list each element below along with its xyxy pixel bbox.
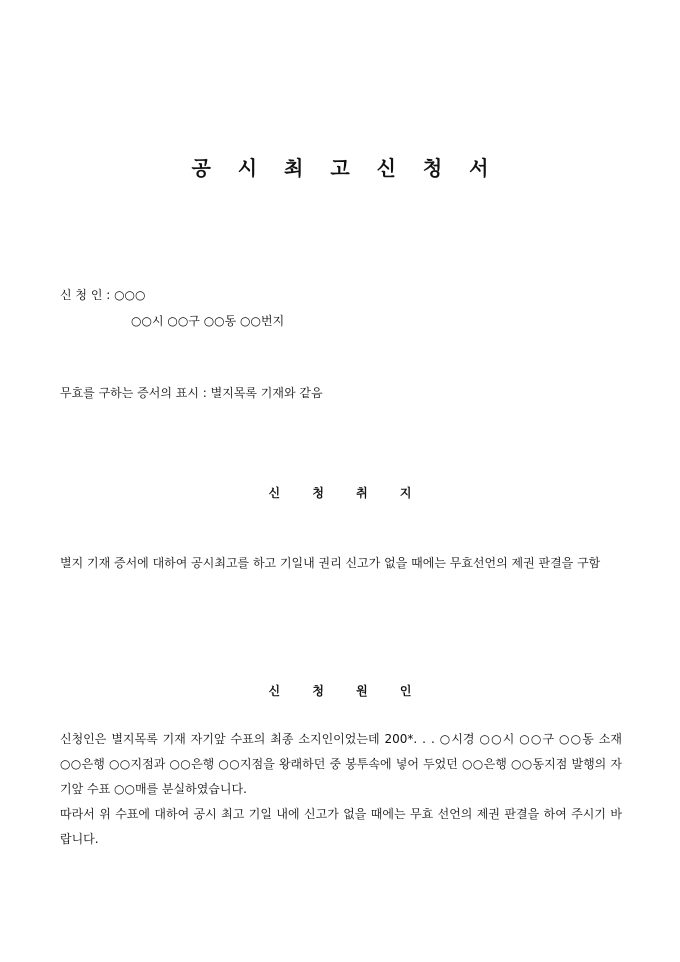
cause-paragraph xyxy=(60,727,622,852)
purpose-text: 별지 기재 증서에 대하여 공시최고를 하고 기일내 권리 신고가 없을 때에는 무효선언의 제권 판결을 구함 xyxy=(60,556,601,570)
document-title: 공 시 최 고 신 청 서 xyxy=(191,156,499,180)
purpose-paragraph xyxy=(60,551,622,576)
applicant-line: 신 청 인 : ○○○ xyxy=(60,288,146,302)
cause-text-2: 따라서 위 수표에 대하여 공시 최고 기일 내에 신고가 없을 때에는 무효 선언의 제권 판결을 하여 주시기 바랍니다. xyxy=(60,807,622,846)
cause-text-1: 신청인은 별지목록 기재 자기앞 수표의 최종 소지인이었는데 200*. . . ○시경 ○○시 ○○구 ○○동 소재 ○○은행 ○○지점과 ○○은행 ○○지점을 왕래하던 중 봉투속에 넣어 두었던 ○○은행 ○○동지점 발행의 자기앞 수표 ○○매를 분실하였습니다. xyxy=(60,732,622,796)
applicant-address: ○○시 ○○구 ○○동 ○○번지 xyxy=(131,314,285,328)
purpose-heading: 신 청 취 지 xyxy=(268,486,426,500)
invalid-document-line: 무효를 구하는 증서의 표시 : 별지목록 기재와 같음 xyxy=(60,386,323,400)
cause-heading: 신 청 원 인 xyxy=(268,684,426,698)
